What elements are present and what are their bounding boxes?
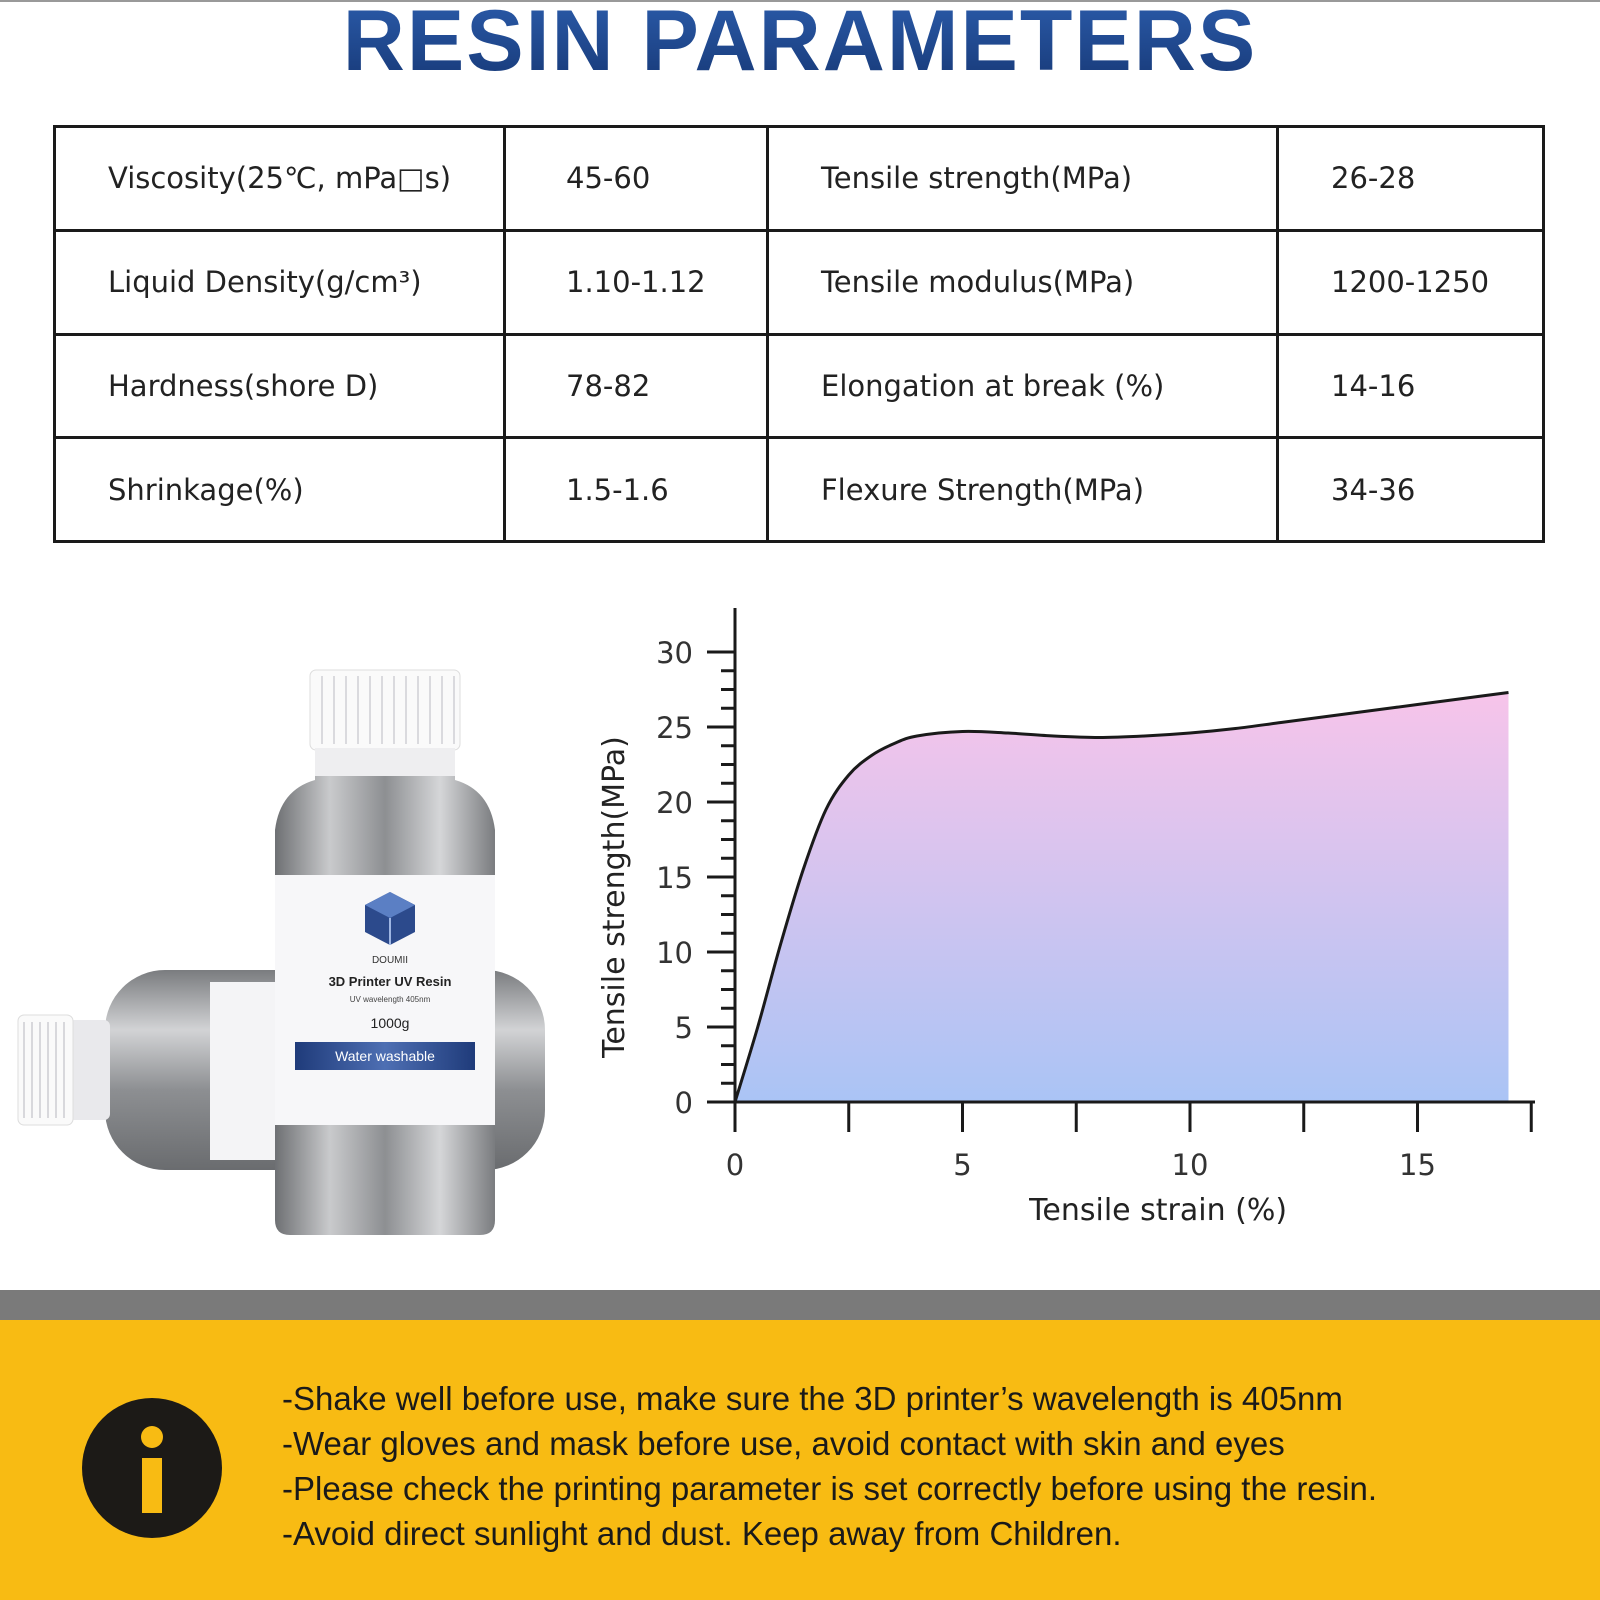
x-tick-label: 15 (1399, 1148, 1436, 1182)
param-label: Elongation at break (%) (768, 334, 1278, 438)
param-value: 1.10-1.12 (505, 230, 768, 334)
param-value: 45-60 (505, 127, 768, 231)
param-value: 34-36 (1278, 438, 1544, 542)
table-row (55, 438, 1544, 542)
y-tick-label: 5 (674, 1011, 693, 1045)
bottle-weight: 1000g (370, 1015, 410, 1031)
info-icon (82, 1398, 222, 1538)
x-tick-label: 0 (725, 1148, 745, 1182)
param-label: Hardness(shore D) (55, 334, 505, 438)
param-value: 14-16 (1278, 334, 1544, 438)
param-value: 78-82 (505, 334, 768, 438)
param-label: Shrinkage(%) (55, 438, 505, 542)
note-line: -Wear gloves and mask before use, avoid contact with skin and eyes (282, 1425, 1285, 1462)
note-line: -Shake well before use, make sure the 3D printer’s wavelength is 405nm (282, 1380, 1343, 1417)
y-tick-label: 10 (656, 936, 693, 970)
bottle-wavelength: UV wavelength 405nm (349, 995, 431, 1004)
param-label: Viscosity(25℃, mPa□s) (55, 127, 505, 231)
y-axis-label: Tensile strength(MPa) (597, 736, 632, 1058)
param-label: Tensile strength(MPa) (768, 127, 1278, 231)
section-divider (0, 1290, 1600, 1320)
x-tick-label: 5 (953, 1148, 972, 1182)
tensile-chart (580, 600, 1580, 1250)
y-tick-label: 20 (656, 786, 693, 820)
param-value: 1200-1250 (1278, 230, 1544, 334)
curve-area-fill (735, 693, 1509, 1103)
y-tick-label: 25 (656, 711, 693, 745)
resin-bottles-image (10, 660, 570, 1260)
bottle-brand: DOUMII (371, 955, 409, 966)
table-row (55, 334, 1544, 438)
y-tick-label: 30 (656, 636, 693, 670)
note-line: -Please check the printing parameter is set correctly before using the resin. (282, 1470, 1378, 1507)
bottle-banner: Water washable (335, 1048, 435, 1064)
param-value: 1.5-1.6 (505, 438, 768, 542)
x-axis-label: Tensile strain (%) (1029, 1193, 1288, 1228)
bottle-standing (275, 670, 495, 1235)
y-tick-label: 0 (674, 1086, 693, 1120)
y-tick-label: 15 (656, 861, 693, 895)
note-line: -Avoid direct sunlight and dust. Keep away from Children. (282, 1515, 1122, 1552)
param-label: Flexure Strength(MPa) (768, 438, 1278, 542)
bottle-product: 3D Printer UV Resin (328, 974, 452, 989)
table-row (55, 127, 1544, 231)
page-title: RESIN PARAMETERS (0, 0, 1600, 110)
x-tick-label: 10 (1171, 1148, 1209, 1182)
param-label: Liquid Density(g/cm³) (55, 230, 505, 334)
param-value: 26-28 (1278, 127, 1544, 231)
table-row (55, 230, 1544, 334)
param-label: Tensile modulus(MPa) (768, 230, 1278, 334)
usage-notes (282, 1376, 1582, 1556)
parameters-table (53, 125, 1545, 543)
